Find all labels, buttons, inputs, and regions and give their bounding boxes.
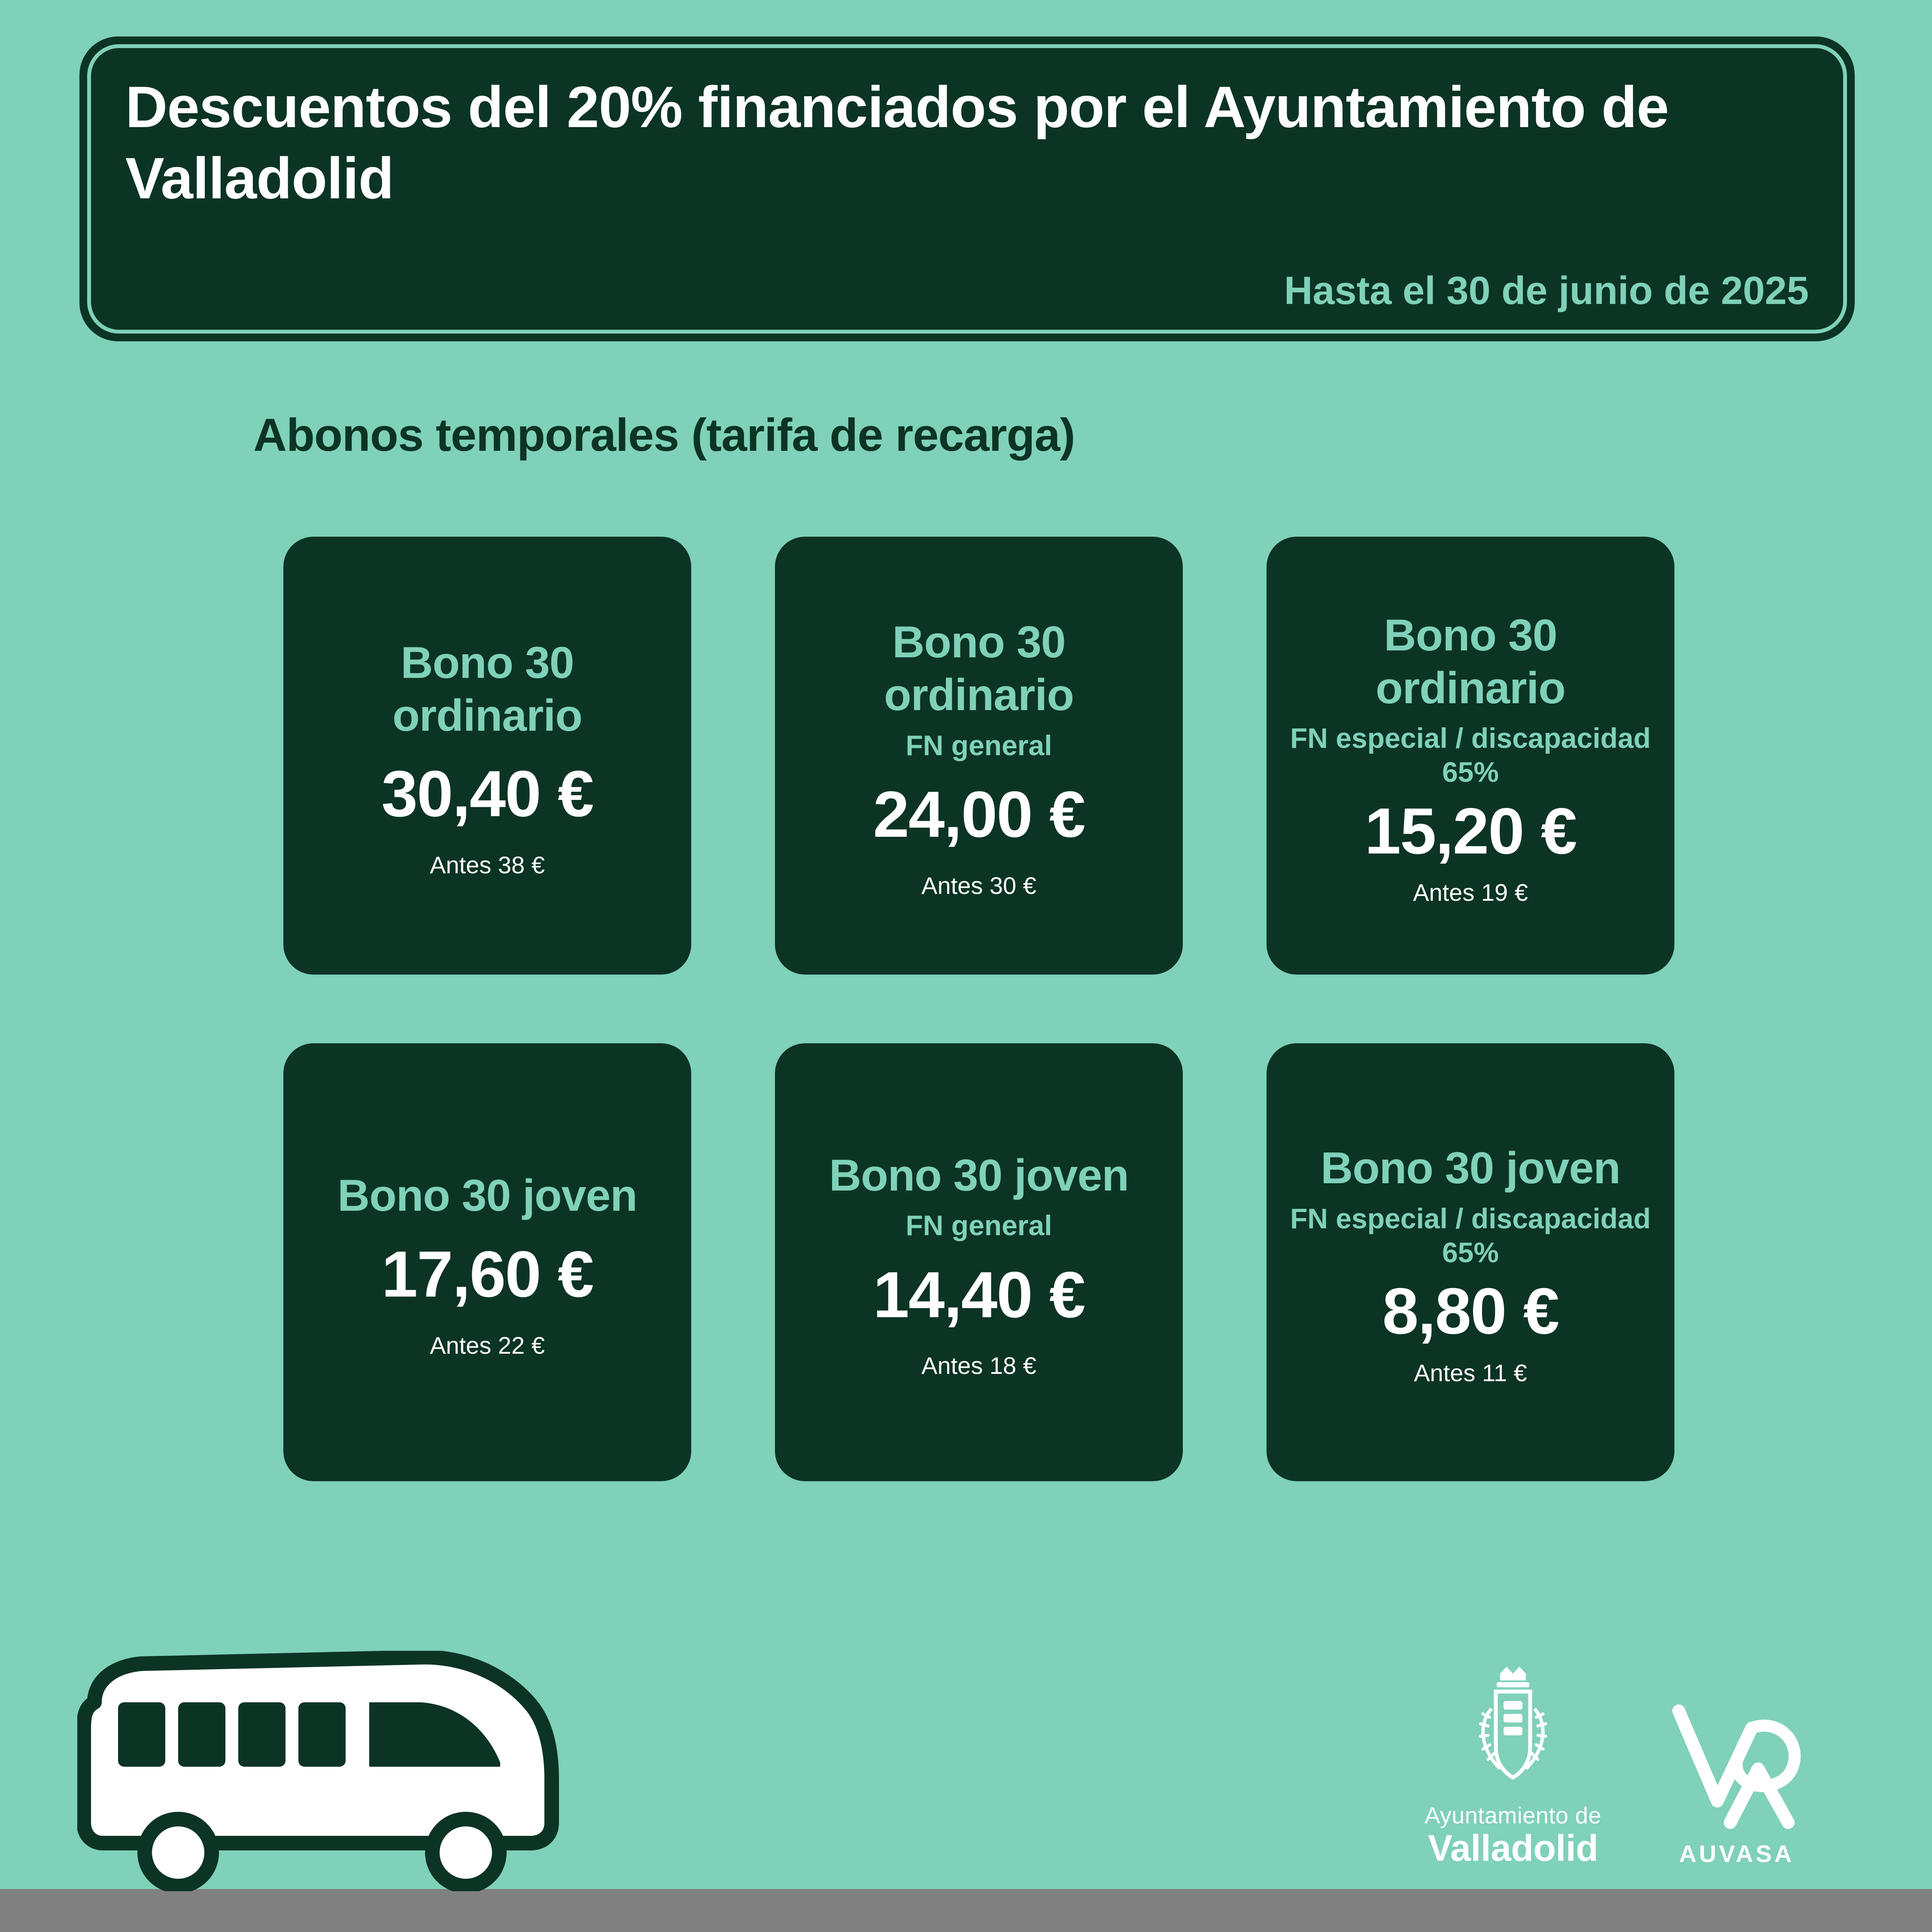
fare-card-subtitle: FN especial / discapacidad 65% [1290,722,1651,788]
fare-card-previous-price: Antes 18 € [921,1352,1036,1379]
fare-card-price: 30,40 € [381,757,593,831]
fare-card-price: 8,80 € [1382,1275,1559,1348]
fare-card [1267,1043,1674,1481]
header-inner-frame [87,44,1847,334]
section-title: Abonos temporales (tarifa de recarga) [253,409,1075,461]
fare-card-title: Bono 30 ordinario [1376,610,1565,713]
fare-card-previous-price: Antes 30 € [921,872,1036,899]
fare-card [775,537,1183,975]
fare-card-title: Bono 30 joven [1321,1143,1620,1194]
fare-card [283,537,691,975]
auvasa-logo-text: AUVASA [1679,1840,1795,1867]
valladolid-logo [1425,1662,1601,1868]
bus-icon [77,1651,562,1891]
ground-strip [0,1889,1932,1932]
fare-card-price: 14,40 € [873,1258,1085,1331]
fare-card-grid [283,537,1696,1481]
fare-card-title: Bono 30 joven [337,1171,637,1221]
fare-card-previous-price: Antes 22 € [430,1331,545,1359]
fare-card-previous-price: Antes 38 € [430,851,545,879]
fare-card [775,1043,1183,1481]
fare-card [283,1043,691,1481]
fare-card-title: Bono 30 joven [829,1150,1129,1200]
valladolid-logo-line1: Ayuntamiento de [1425,1802,1601,1829]
valladolid-logo-line2: Valladolid [1428,1827,1598,1869]
fare-card-title: Bono 30 ordinario [884,617,1074,720]
auvasa-logo-icon [1666,1694,1807,1835]
fare-card-subtitle: FN especial / discapacidad 65% [1290,1202,1651,1269]
fare-card-title: Bono 30 ordinario [392,638,582,741]
fare-card [1267,537,1674,975]
fare-card-subtitle: FN general [905,1209,1052,1242]
header-banner [79,36,1855,341]
fare-card-price: 17,60 € [381,1238,593,1311]
header-validity-note: Hasta el 30 de junio de 2025 [1284,269,1809,313]
auvasa-logo [1666,1694,1807,1868]
coat-of-arms-icon [1449,1662,1577,1799]
fare-card-price: 15,20 € [1364,794,1577,868]
fare-card-previous-price: Antes 11 € [1414,1359,1527,1386]
fare-card-previous-price: Antes 19 € [1413,879,1528,906]
footer-logos [1425,1662,1807,1868]
fare-card-subtitle: FN general [905,729,1052,761]
page-title: Descuentos del 20% financiados por el Ayuntamiento de Valladolid [125,74,1669,211]
fare-card-price: 24,00 € [873,778,1085,851]
